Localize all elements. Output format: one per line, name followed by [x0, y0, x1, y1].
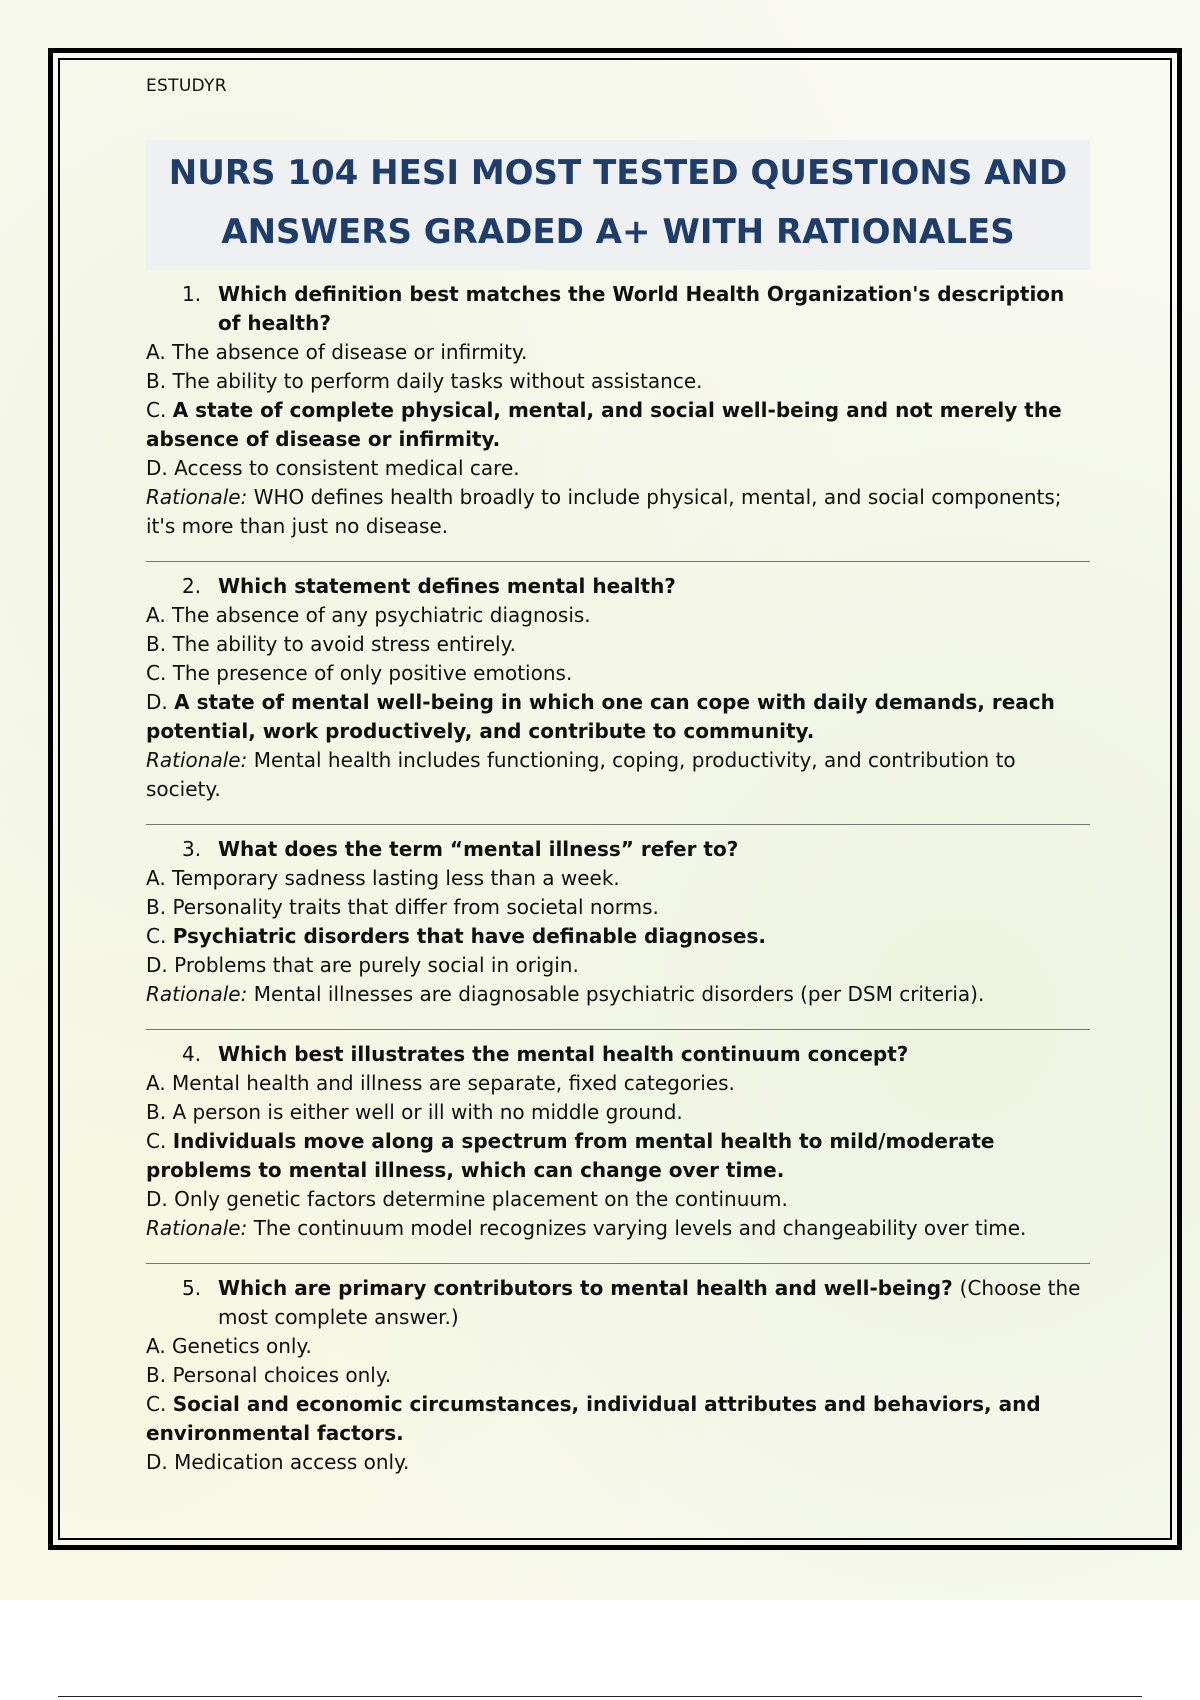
question-block — [146, 835, 1090, 1009]
option-text: A state of mental well-being in which one can cope with daily demands, reach potential, work productively, and contribute to community. — [146, 690, 1055, 743]
answer-option — [146, 630, 1090, 659]
rationale-label: Rationale: — [146, 485, 248, 509]
question-text: Which definition best matches the World Health Organization's description of health? — [218, 282, 1065, 335]
option-text: A person is either well or ill with no middle ground. — [172, 1100, 683, 1124]
question-divider — [146, 561, 1090, 562]
question-number: 5. — [182, 1276, 202, 1300]
option-letter: C. — [146, 1392, 167, 1416]
rationale-text: The continuum model recognizes varying levels and changeability over time. — [253, 1216, 1027, 1240]
option-text: The absence of any psychiatric diagnosis. — [172, 603, 591, 627]
document-body — [146, 70, 1090, 1477]
option-text: Personality traits that differ from societal norms. — [172, 895, 659, 919]
rationale-text: Mental health includes functioning, coping, productivity, and contribution to society. — [146, 748, 1016, 801]
option-letter: B. — [146, 369, 167, 393]
answer-option — [146, 1185, 1090, 1214]
question-number: 3. — [182, 837, 202, 861]
option-letter: A. — [146, 1071, 166, 1095]
page-bottom-margin — [0, 1600, 1200, 1700]
question-block — [146, 572, 1090, 804]
option-text: Psychiatric disorders that have definable diagnoses. — [172, 924, 766, 948]
question-text-wrap — [218, 1040, 1090, 1069]
footer-rule — [58, 1696, 1142, 1697]
rationale-label: Rationale: — [146, 982, 248, 1006]
rationale-text: WHO defines health broadly to include physical, mental, and social components; it's more than just no disease. — [146, 485, 1062, 538]
brand-label: ESTUDYR — [146, 76, 227, 96]
option-letter: C. — [146, 398, 167, 422]
option-letter: D. — [146, 690, 168, 714]
option-letter: D. — [146, 1187, 168, 1211]
answer-option-correct — [146, 396, 1090, 454]
rationale-label: Rationale: — [146, 748, 248, 772]
question-text-wrap — [218, 1274, 1090, 1332]
answer-option — [146, 367, 1090, 396]
question-divider — [146, 1029, 1090, 1030]
rationale — [146, 483, 1090, 541]
answer-option-correct — [146, 922, 1090, 951]
answer-option — [146, 893, 1090, 922]
answer-option — [146, 659, 1090, 688]
option-text: Mental health and illness are separate, fixed categories. — [172, 1071, 735, 1095]
question-list — [146, 280, 1090, 1477]
option-text: Genetics only. — [172, 1334, 312, 1358]
title-line-2: ANSWERS GRADED A+ WITH RATIONALES — [221, 212, 1015, 252]
question-stem — [146, 280, 1090, 338]
answer-option — [146, 1332, 1090, 1361]
question-text-wrap — [218, 572, 1090, 601]
document-title — [146, 140, 1090, 270]
question-number: 4. — [182, 1042, 202, 1066]
option-letter: B. — [146, 632, 167, 656]
option-letter: A. — [146, 340, 166, 364]
option-text: The presence of only positive emotions. — [172, 661, 573, 685]
answer-option — [146, 338, 1090, 367]
question-divider — [146, 824, 1090, 825]
question-number: 2. — [182, 574, 202, 598]
answer-option — [146, 1361, 1090, 1390]
option-letter: D. — [146, 953, 168, 977]
answer-option — [146, 601, 1090, 630]
answer-option — [146, 1448, 1090, 1477]
rationale-text: Mental illnesses are diagnosable psychiatric disorders (per DSM criteria). — [253, 982, 985, 1006]
question-block — [146, 1040, 1090, 1243]
option-text: Personal choices only. — [172, 1363, 392, 1387]
option-text: Access to consistent medical care. — [174, 456, 520, 480]
option-text: Temporary sadness lasting less than a week. — [172, 866, 620, 890]
option-text: The absence of disease or infirmity. — [172, 340, 528, 364]
option-letter: D. — [146, 456, 168, 480]
question-divider — [146, 1263, 1090, 1264]
answer-option — [146, 1098, 1090, 1127]
answer-option-correct — [146, 688, 1090, 746]
question-block — [146, 1274, 1090, 1477]
question-text: What does the term “mental illness” refer to? — [218, 837, 739, 861]
option-letter: B. — [146, 895, 167, 919]
option-text: The ability to perform daily tasks without assistance. — [172, 369, 703, 393]
question-note: (Choose the most complete answer.) — [218, 1276, 1081, 1329]
answer-option-correct — [146, 1127, 1090, 1185]
option-text: The ability to avoid stress entirely. — [172, 632, 516, 656]
answer-option — [146, 1069, 1090, 1098]
rationale — [146, 746, 1090, 804]
option-letter: A. — [146, 1334, 166, 1358]
question-stem — [146, 1040, 1090, 1069]
question-stem — [146, 1274, 1090, 1332]
option-letter: B. — [146, 1100, 167, 1124]
answer-option — [146, 864, 1090, 893]
option-letter: C. — [146, 1129, 167, 1153]
option-letter: C. — [146, 924, 167, 948]
answer-option — [146, 454, 1090, 483]
title-line-1: NURS 104 HESI MOST TESTED QUESTIONS AND — [168, 153, 1068, 193]
option-letter: D. — [146, 1450, 168, 1474]
question-block — [146, 280, 1090, 541]
option-letter: C. — [146, 661, 167, 685]
question-text-wrap — [218, 280, 1090, 338]
rationale — [146, 980, 1090, 1009]
question-text: Which are primary contributors to mental health and well-being? — [218, 1276, 953, 1300]
option-text: Only genetic factors determine placement on the continuum. — [174, 1187, 788, 1211]
option-letter: A. — [146, 603, 166, 627]
question-text: Which statement defines mental health? — [218, 574, 676, 598]
question-number: 1. — [182, 282, 202, 306]
option-letter: A. — [146, 866, 166, 890]
rationale-label: Rationale: — [146, 1216, 248, 1240]
question-text: Which best illustrates the mental health continuum concept? — [218, 1042, 909, 1066]
rationale — [146, 1214, 1090, 1243]
option-text: A state of complete physical, mental, and social well-being and not merely the absence of disease or infirmity. — [146, 398, 1062, 451]
option-text: Social and economic circumstances, individual attributes and behaviors, and environmental factors. — [146, 1392, 1041, 1445]
answer-option — [146, 951, 1090, 980]
option-text: Individuals move along a spectrum from mental health to mild/moderate problems to mental illness, which can change over time. — [146, 1129, 995, 1182]
question-stem — [146, 835, 1090, 864]
option-text: Problems that are purely social in origin. — [174, 953, 579, 977]
question-text-wrap — [218, 835, 1090, 864]
option-text: Medication access only. — [174, 1450, 410, 1474]
option-letter: B. — [146, 1363, 167, 1387]
question-stem — [146, 572, 1090, 601]
answer-option-correct — [146, 1390, 1090, 1448]
